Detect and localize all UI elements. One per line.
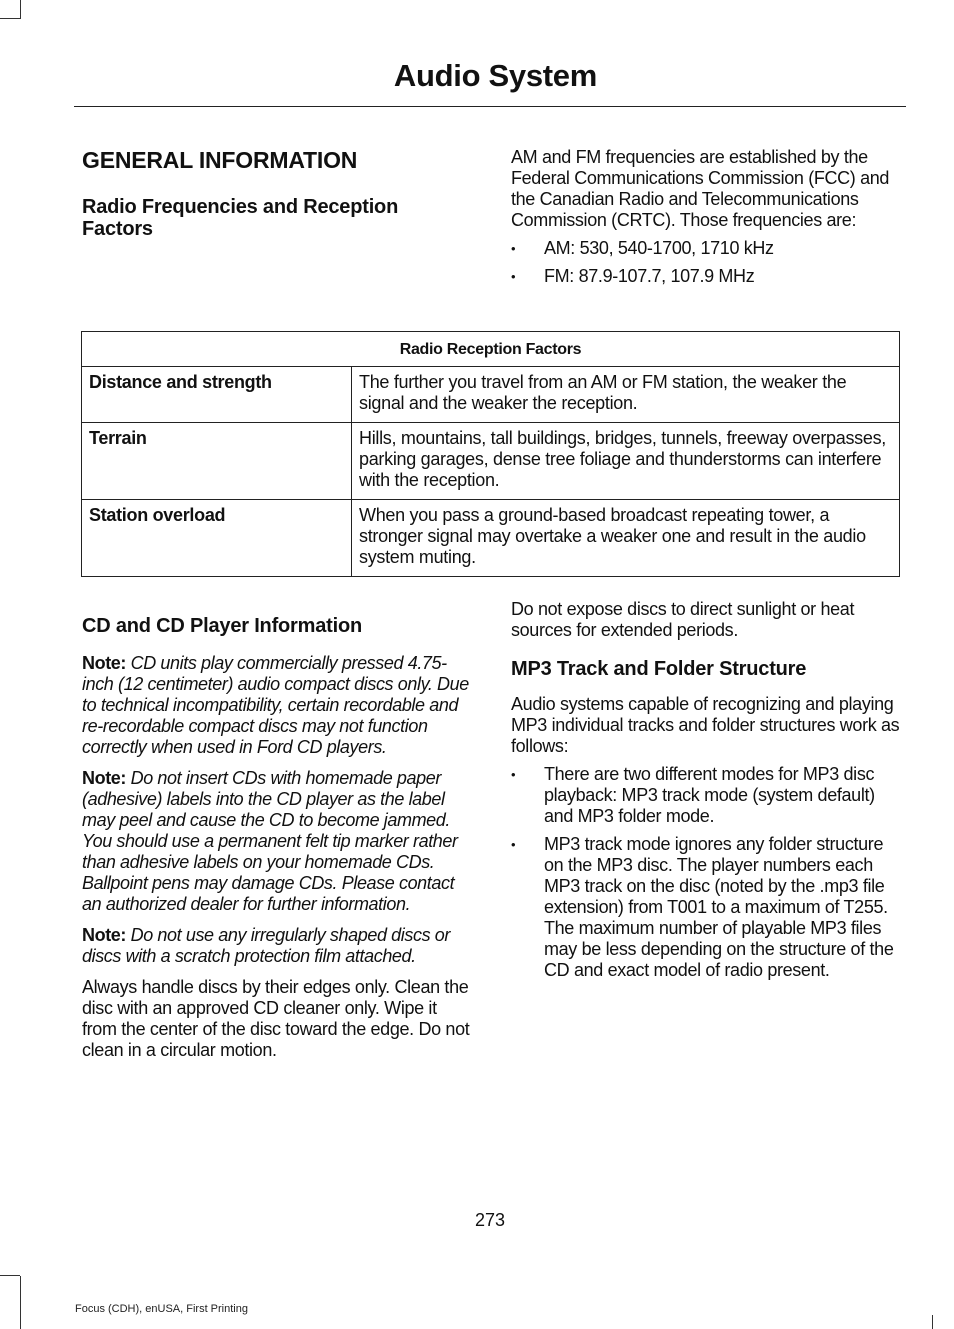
note-paragraph xyxy=(82,925,472,967)
factor-cell: Station overload xyxy=(82,500,352,577)
note-text: Do not use any irregularly shaped discs or discs with a scratch protection film attached. xyxy=(82,925,450,966)
list-item: • FM: 87.9-107.7, 107.9 MHz xyxy=(511,266,903,287)
mp3-list xyxy=(511,764,903,981)
page-title: Audio System xyxy=(393,58,597,93)
crop-mark xyxy=(20,1315,21,1329)
subsection-heading: Radio Frequencies and Reception Factors xyxy=(82,196,399,240)
crop-mark xyxy=(0,1275,20,1276)
crop-mark xyxy=(932,1315,933,1329)
note-label: Note: xyxy=(82,653,126,673)
list-item: • AM: 530, 540-1700, 1710 kHz xyxy=(511,238,903,259)
handling-paragraph: Always handle discs by their edges only. Clean the disc with an approved CD cleaner only. Wipe it from the center of the disc toward the edge. Do not clean in a circular motion. xyxy=(82,977,470,1060)
list-item: • There are two different modes for MP3 disc playback: MP3 track mode (system default) and MP3 folder mode. xyxy=(511,764,903,827)
table-caption: Radio Reception Factors xyxy=(82,332,900,367)
factor-cell: Terrain xyxy=(82,423,352,500)
general-info-section xyxy=(82,147,472,240)
factor-cell: Distance and strength xyxy=(82,367,352,423)
crop-mark xyxy=(0,18,20,19)
cd-heading: CD and CD Player Information xyxy=(82,615,362,637)
table-row xyxy=(82,367,900,423)
header-divider xyxy=(74,106,906,107)
description-cell: Hills, mountains, tall buildings, bridges, tunnels, freeway overpasses, parking garages, dense tree foliage and thunderstorms can interfere with the reception. xyxy=(352,423,900,500)
note-label: Note: xyxy=(82,768,126,788)
list-item: • MP3 track mode ignores any folder structure on the MP3 disc. The player numbers each MP3 track on the disc (noted by the .mp3 file extension) from T001 to a maximum of T255. The maximum number of playable MP3 files may be less depending on the structure of the CD and exact model of radio present. xyxy=(511,834,903,981)
description-cell: When you pass a ground-based broadcast repeating tower, a stronger signal may overtake a weaker one and result in the audio system muting. xyxy=(352,500,900,577)
mp3-section xyxy=(511,599,903,981)
frequencies-section xyxy=(511,147,903,287)
note-text: CD units play commercially pressed 4.75-inch (12 centimeter) audio compact discs only. Due to technical incompatibility, certain recordable and re-recordable compact discs may not function correctly when used in Ford CD players. xyxy=(82,653,469,757)
note-text: Do not insert CDs with homemade paper (adhesive) labels into the CD player as the label may peel and cause the CD to become jammed. You should use a permanent felt tip marker rather than adhesive labels on your homemade CDs. Ballpoint pens may damage CDs. Please contact an authorized dealer for further information. xyxy=(82,768,458,914)
table-row xyxy=(82,423,900,500)
description-cell: The further you travel from an AM or FM station, the weaker the signal and the weaker the reception. xyxy=(352,367,900,423)
page-number: 273 xyxy=(474,1210,506,1230)
note-paragraph xyxy=(82,768,472,915)
note-label: Note: xyxy=(82,925,126,945)
section-heading: GENERAL INFORMATION xyxy=(82,147,358,173)
sunlight-paragraph: Do not expose discs to direct sunlight or heat sources for extended periods. xyxy=(511,599,855,640)
note-paragraph xyxy=(82,653,472,758)
frequencies-intro: AM and FM frequencies are established by the Federal Communications Commission (FCC) and the Canadian Radio and Telecommunications Commission (CRTC). Those frequencies are: xyxy=(511,147,890,230)
table-row xyxy=(82,500,900,577)
mp3-intro: Audio systems capable of recognizing and playing MP3 individual tracks and folder structures work as follows: xyxy=(511,694,900,756)
edition-footer: Focus (CDH), enUSA, First Printing xyxy=(75,1303,248,1315)
reception-factors-table xyxy=(81,331,900,577)
crop-mark xyxy=(20,0,21,19)
frequencies-list xyxy=(511,238,903,287)
cd-section xyxy=(82,615,472,1061)
mp3-heading: MP3 Track and Folder Structure xyxy=(511,658,807,680)
